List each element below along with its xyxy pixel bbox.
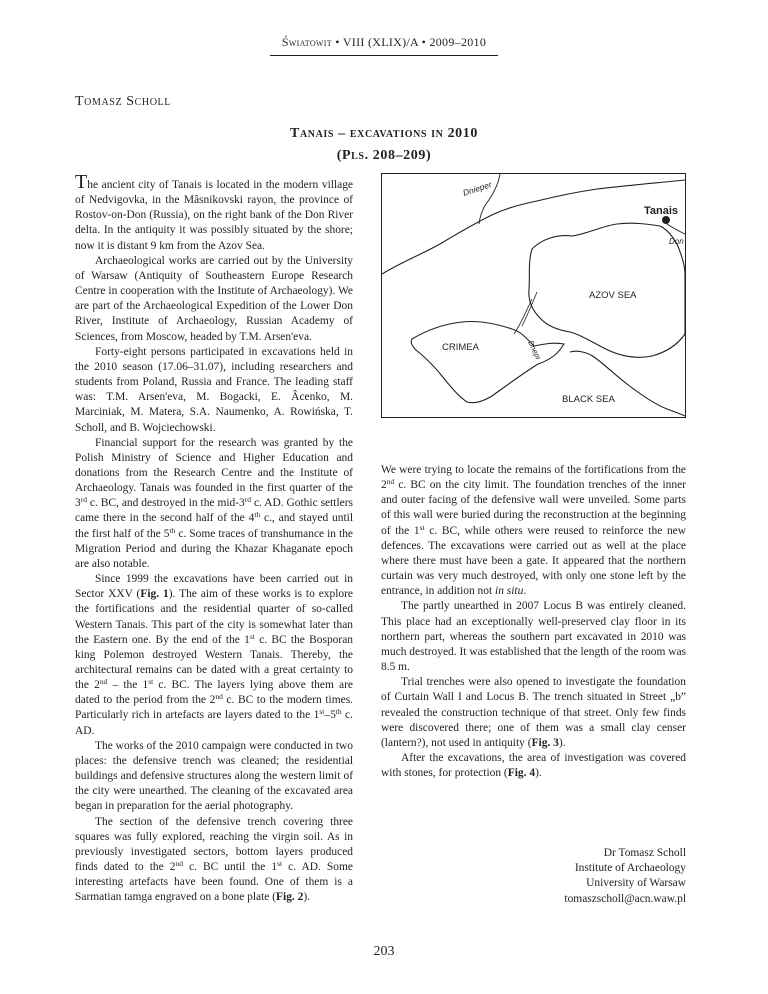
map-label-dnepr: Dnepr bbox=[526, 339, 543, 362]
tanais-marker bbox=[662, 216, 670, 224]
drop-cap: T bbox=[75, 171, 88, 193]
title-block bbox=[0, 125, 768, 166]
paragraph-6: The works of the 2010 campaign were conducted in two places: the defensive trench was cleaned; the residential buildings and defensive structures along the western limit of the city were unearthed. The cleaning of the excavated area began in preparation for the aerial photography. bbox=[75, 739, 353, 813]
signature-university: University of Warsaw bbox=[586, 877, 686, 890]
figure-reference: Fig. 2 bbox=[276, 891, 304, 904]
figure-reference: Fig. 3 bbox=[531, 736, 559, 749]
article-subtitle: (Pls. 208–209) bbox=[336, 148, 432, 163]
figure-reference: Fig. 4 bbox=[507, 767, 536, 780]
author-name: Tomasz Scholl bbox=[75, 94, 171, 109]
paragraph-1: The ancient city of Tanais is located in the modern village of Nedvigovka, in the Mâsnikovski rayon, the province of Rostov-on-Don (Russia), on the right bank of the Don River delta. In the antiquity it was possibly situated by the shore; now it is distant 9 km from the Azov Sea. bbox=[75, 171, 353, 252]
page-number: 203 bbox=[373, 944, 395, 959]
paragraph-3: Forty-eight persons participated in excavations held in the 2010 season (17.06–31.07), including researchers and students from Poland, Russia and France. The leading staff was: T.M. Arsen'eva, M. Bogacki, E. Âcenko, M. Marciniak, M. Matera, S.A. Naumenko, A. Rowińska, T. Scholl, and B. Wojciechowski. bbox=[75, 345, 353, 434]
left-column bbox=[75, 171, 354, 906]
figure-reference: Fig. 1 bbox=[140, 588, 169, 601]
map-label-tanais: Tanais bbox=[644, 205, 679, 217]
map-label-dnieper: Dnieper bbox=[461, 179, 493, 198]
header-rule bbox=[270, 55, 498, 56]
author-signature bbox=[381, 846, 686, 907]
paragraph-9: The partly unearthed in 2007 Locus B was entirely cleaned. This place had an exceptionally well-preserved clay floor in its northern part, whereas the southern part excavated in 2010 was much destroyed. It was established that the length of the room was 8.5 m. bbox=[381, 600, 686, 674]
right-column bbox=[381, 463, 686, 781]
paragraph-11: After the excavations, the area of investigation was covered with stones, for protection (Fig. 4). bbox=[381, 751, 686, 780]
kerch-coast bbox=[570, 351, 685, 416]
map-svg bbox=[382, 174, 685, 417]
article-title: Tanais – excavations in 2010 bbox=[290, 126, 478, 141]
map-label-azov-sea: AZOV SEA bbox=[589, 290, 637, 301]
paragraph-7: The section of the defensive trench covering three squares was fully explored, reaching the virgin soil. As in previously investigated sectors, bottom layers produced finds dated to the 2nd c. BC until the 1st c. AD. Some interesting artefacts have been found. One of them is a Sarmatian tamga engraved on a bone plate (Fig. 2). bbox=[75, 815, 353, 904]
paragraph-2: Archaeological works are carried out by the University of Warsaw (Antiquity of Southeastern Europe Research Centre in cooperation with the Institute of Archaeology). We are part of the Archaeological Expedition of the Lower Don River, Institute of Archaeology, Russian Academy of Sciences, from Moscow, headed by T.M. Arsen'eva. bbox=[75, 254, 353, 343]
signature-email[interactable]: tomaszscholl@acn.waw.pl bbox=[564, 892, 686, 905]
paragraph-10: Trial trenches were also opened to investigate the foundation of Curtain Wall I and Locus B. The trench situated in Street „b” revealed the construction technique of that street. Only few finds were discovered there; one of them was a small clay censer (lantern?), not used in antiquity (Fig. 3). bbox=[381, 676, 686, 749]
signature-institute: Institute of Archaeology bbox=[574, 862, 686, 875]
map-label-crimea: CRIMEA bbox=[442, 342, 479, 353]
location-map bbox=[381, 173, 686, 418]
crimea-peninsula bbox=[411, 321, 564, 402]
map-label-black-sea: BLACK SEA bbox=[562, 394, 615, 405]
map-label-don: Don bbox=[669, 237, 684, 246]
coastline-north bbox=[382, 180, 685, 274]
running-header: Światowit • VIII (XLIX)/A • 2009–2010 bbox=[281, 35, 487, 49]
sivash-lagoon bbox=[514, 292, 537, 334]
paragraph-4: Financial support for the research was granted by the Polish Ministry of Science and Higher Education and donations from the Research Centre and the Institute of Archaeology. Tanais was founded in the first quarter of the 3rd c. BC, and destroyed in the mid-3rd c. AD. Gothic settlers came there in the second half of the 4th c., and stayed until the first half of the 5th c. Some traces of transhumance in the Migration Period and during the Khazar Khaganate epoch are also notable. bbox=[75, 436, 353, 570]
signature-name: Dr Tomasz Scholl bbox=[603, 847, 686, 859]
paragraph-8-continuation: We were trying to locate the remains of the fortifications from the 2nd c. BC on the city limit. The foundation trenches of the inner and outer facing of the defensive wall were unveiled. Some parts of this wall were buried during the reconstruction at the beginning of the 1st c. BC, while others were reused to reinforce the new defences. The excavations were carried out as well at the place where there must have been a gate. It appeared that the northern curtain was very much destroyed, with only one stone left by the entrance, in addition not in situ. bbox=[381, 464, 686, 598]
paragraph-5: Since 1999 the excavations have been carried out in Sector XXV (Fig. 1). The aim of these works is to explore the fortifications and the residential quarter of so-called Western Tanais. This part of the city is somewhat later than the Eastern one. By the end of the 1st c. BC the Bosporan king Polemon destroyed Western Tanais. Thereby, the architectural remains can be dated with a great certainty to the 2nd – the 1st c. BC. The layers lying above them are dated to the period from the 2nd c. BC to the modern times. Particularly rich in artefacts are layers dated to the 1st–5th c. AD. bbox=[75, 573, 354, 737]
